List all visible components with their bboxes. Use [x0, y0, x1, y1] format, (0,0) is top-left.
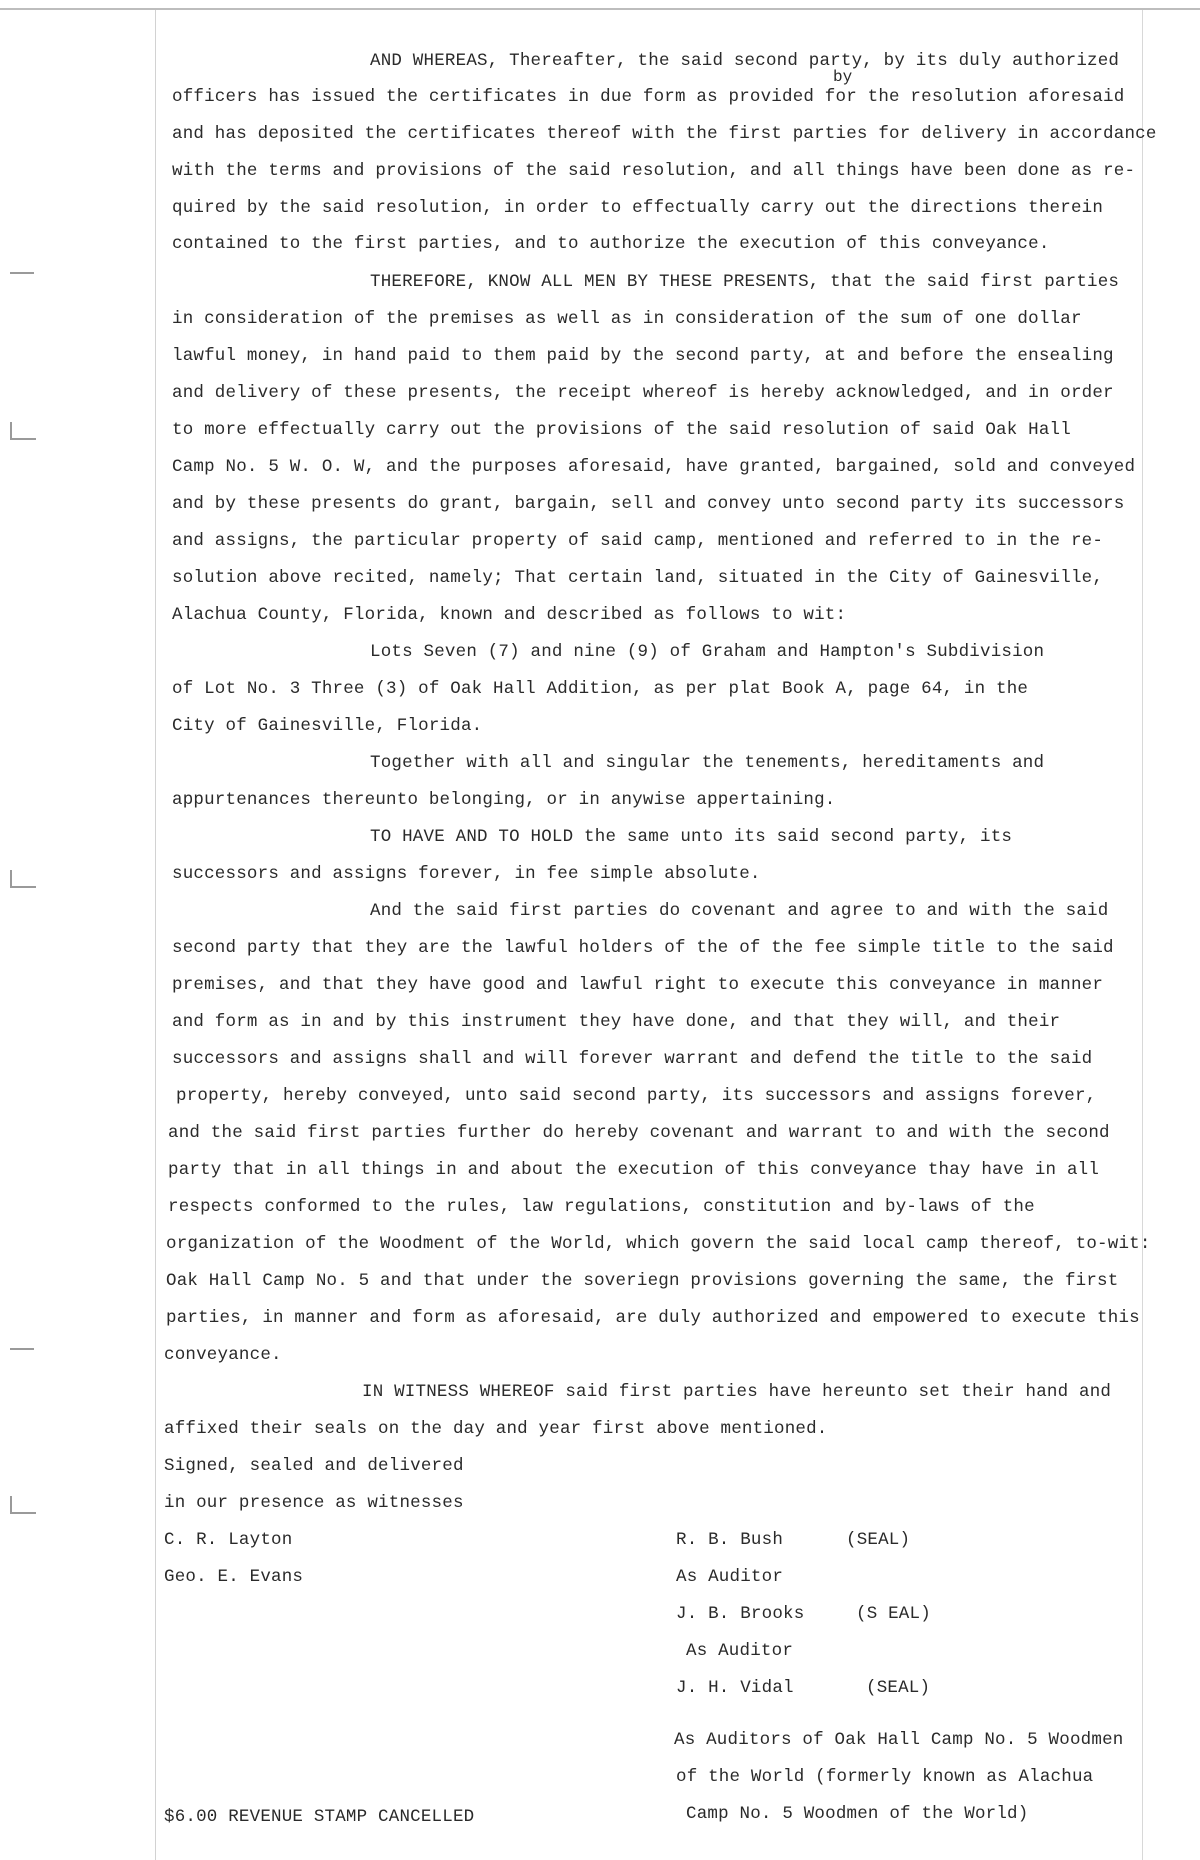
- whereas-line: with the terms and provisions of the said resolution, and all things have been done as re-: [172, 161, 1136, 181]
- witness-line: affixed their seals on the day and year first above mentioned.: [164, 1419, 828, 1439]
- attestation-line: Signed, sealed and delivered: [164, 1456, 464, 1476]
- witness-name: C. R. Layton: [164, 1530, 293, 1550]
- margin-mark: [10, 1332, 34, 1350]
- covenant-line: and the said first parties further do hereby covenant and warrant to and with the second: [168, 1123, 1110, 1143]
- therefore-line: and by these presents do grant, bargain, sell and convey unto second party its successors: [172, 494, 1125, 514]
- whereas-line: AND WHEREAS, Thereafter, the said second party, by its duly authorized: [370, 51, 1120, 71]
- top-rule: [0, 8, 1200, 10]
- margin-mark: [10, 1496, 36, 1514]
- signatory-name: J. H. Vidal: [676, 1678, 794, 1698]
- covenant-line: party that in all things in and about the execution of this conveyance thay have in all: [168, 1160, 1100, 1180]
- therefore-line: and delivery of these presents, the receipt whereof is hereby acknowledged, and in order: [172, 383, 1114, 403]
- therefore-line: lawful money, in hand paid to them paid by the second party, at and before the ensealing: [172, 346, 1114, 366]
- left-margin-line: [155, 10, 156, 1860]
- property-description-line: Lots Seven (7) and nine (9) of Graham and Hampton's Subdivision: [370, 642, 1045, 662]
- therefore-line: Camp No. 5 W. O. W, and the purposes aforesaid, have granted, bargained, sold and conveyed: [172, 457, 1136, 477]
- whereas-line: officers has issued the certificates in due form as provided for the resolution aforesaid: [172, 87, 1125, 107]
- therefore-line: in consideration of the premises as well as in consideration of the sum of one dollar: [172, 309, 1082, 329]
- signatory-name: R. B. Bush: [676, 1530, 784, 1550]
- covenant-line: Oak Hall Camp No. 5 and that under the soveriegn provisions governing the same, the first: [166, 1271, 1119, 1291]
- signatory-footer-line: As Auditors of Oak Hall Camp No. 5 Woodmen: [674, 1730, 1124, 1750]
- revenue-stamp-note: $6.00 REVENUE STAMP CANCELLED: [164, 1807, 475, 1827]
- margin-mark: [10, 422, 36, 440]
- therefore-line: solution above recited, namely; That certain land, situated in the City of Gainesville,: [172, 568, 1104, 588]
- right-margin-line: [1142, 10, 1143, 1860]
- attestation-line: in our presence as witnesses: [164, 1493, 464, 1513]
- covenant-line: organization of the Woodment of the World, which govern the said local camp thereof, to-wit:: [166, 1234, 1151, 1254]
- therefore-line: and assigns, the particular property of said camp, mentioned and referred to in the re-: [172, 531, 1104, 551]
- therefore-line: to more effectually carry out the provisions of the said resolution of said Oak Hall: [172, 420, 1071, 440]
- seal-mark: (SEAL): [846, 1530, 911, 1550]
- covenant-line: And the said first parties do covenant and agree to and with the said: [370, 901, 1109, 921]
- covenant-line: conveyance.: [164, 1345, 282, 1365]
- covenant-line: and form as in and by this instrument they have done, and that they will, and their: [172, 1012, 1061, 1032]
- together-line: Together with all and singular the tenements, hereditaments and: [370, 753, 1045, 773]
- signatory-title: As Auditor: [676, 1567, 784, 1587]
- covenant-line: premises, and that they have good and lawful right to execute this conveyance in manner: [172, 975, 1104, 995]
- together-line: appurtenances thereunto belonging, or in anywise appertaining.: [172, 790, 836, 810]
- witness-name: Geo. E. Evans: [164, 1567, 304, 1587]
- covenant-line: second party that they are the lawful holders of the of the fee simple title to the said: [172, 938, 1114, 958]
- signatory-footer-line: of the World (formerly known as Alachua: [676, 1767, 1094, 1787]
- covenant-line: respects conformed to the rules, law regulations, constitution and by-laws of the: [168, 1197, 1035, 1217]
- covenant-line: successors and assigns shall and will forever warrant and defend the title to the said: [172, 1049, 1093, 1069]
- habendum-line: successors and assigns forever, in fee simple absolute.: [172, 864, 761, 884]
- signatory-footer-line: Camp No. 5 Woodmen of the World): [686, 1804, 1029, 1824]
- property-description-line: of Lot No. 3 Three (3) of Oak Hall Addition, as per plat Book A, page 64, in the: [172, 679, 1029, 699]
- witness-line: IN WITNESS WHEREOF said first parties have hereunto set their hand and: [362, 1382, 1112, 1402]
- seal-mark: (SEAL): [866, 1678, 931, 1698]
- signatory-name: J. B. Brooks: [676, 1604, 805, 1624]
- habendum-line: TO HAVE AND TO HOLD the same unto its said second party, its: [370, 827, 1013, 847]
- signatory-title: As Auditor: [686, 1641, 794, 1661]
- therefore-line: Alachua County, Florida, known and described as follows to wit:: [172, 605, 847, 625]
- whereas-line: quired by the said resolution, in order to effectually carry out the directions therein: [172, 198, 1104, 218]
- margin-mark: [10, 870, 36, 888]
- margin-mark: [10, 256, 34, 274]
- whereas-line: and has deposited the certificates thereof with the first parties for delivery in accordance: [172, 124, 1157, 144]
- seal-mark: (S EAL): [856, 1604, 931, 1624]
- whereas-line: contained to the first parties, and to authorize the execution of this conveyance.: [172, 234, 1050, 254]
- interlined-insertion: by: [833, 68, 853, 86]
- covenant-line: parties, in manner and form as aforesaid, are duly authorized and empowered to execute this: [166, 1308, 1140, 1328]
- therefore-line: THEREFORE, KNOW ALL MEN BY THESE PRESENTS, that the said first parties: [370, 272, 1120, 292]
- property-description-line: City of Gainesville, Florida.: [172, 716, 483, 736]
- covenant-line: property, hereby conveyed, unto said second party, its successors and assigns forever,: [176, 1086, 1097, 1106]
